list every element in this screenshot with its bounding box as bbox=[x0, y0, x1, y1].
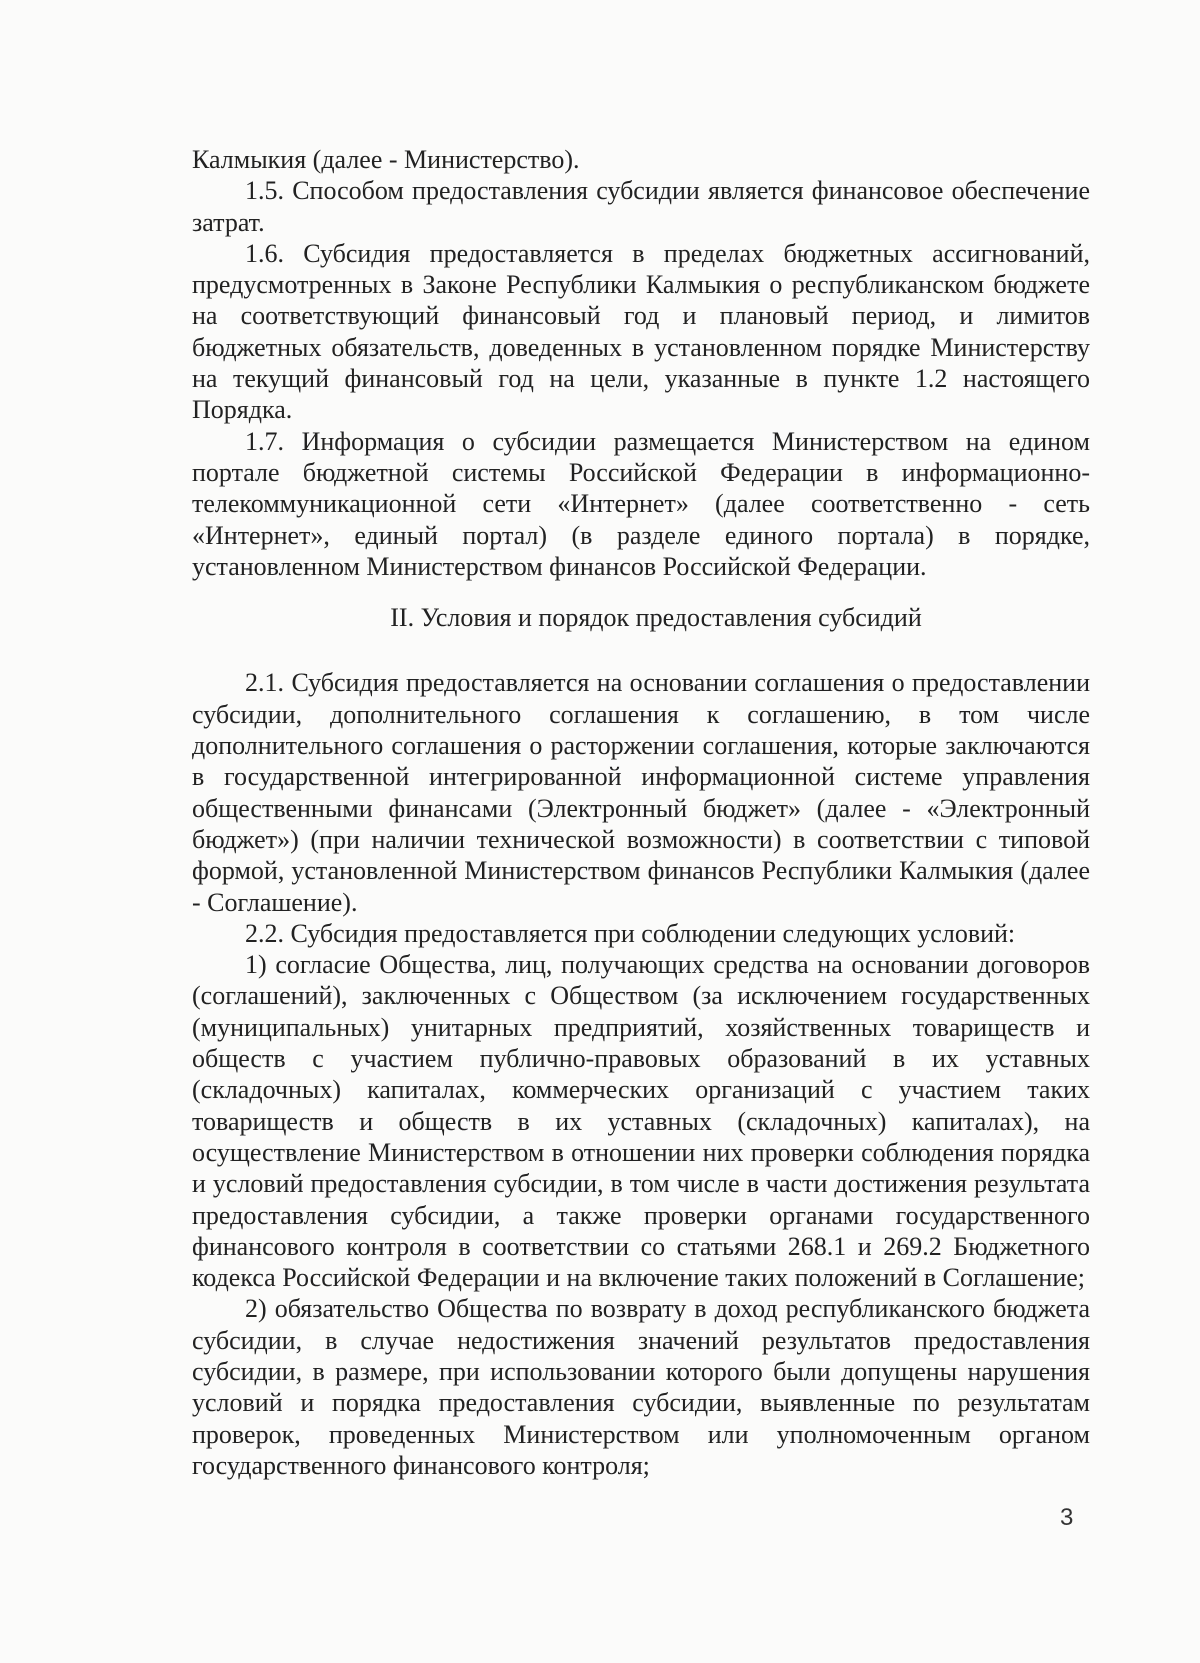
paragraph-1-7: 1.7. Информация о субсидии размещается Министерством на едином портале бюджетной системы Российской Федерации в информационно-телекоммуникационной сети «Интернет» (далее соответственно - сеть «Интернет», единый портал) (в разделе единого портала) в порядке, установленном Министерством финансов Российской Федерации. bbox=[192, 426, 1090, 581]
list-item-2: 2) обязательство Общества по возврату в доход республиканского бюджета субсидии, в случае недостижения значений результатов предоставления субсидии, в размере, при использовании которого были допущены нарушения условий и порядка предоставления субсидии, выявленные по результатам проверок, проведенных Министерством или уполномоченным органом государственного финансового контроля; bbox=[192, 1294, 1090, 1480]
section-heading: II. Условия и порядок предоставления субсидий bbox=[390, 603, 922, 633]
paragraph-2-2: 2.2. Субсидия предоставляется при соблюдении следующих условий: bbox=[245, 918, 1016, 948]
page-number: 3 bbox=[1060, 1504, 1074, 1531]
list-item-1: 1) согласие Общества, лиц, получающих средства на основании договоров (соглашений), заключенных с Обществом (за исключением государственных (муниципальных) унитарных предприятий, хозяйственных товариществ и обществ с участием публично-правовых образований в их уставных (складочных) капиталах, коммерческих организаций с участием таких товариществ и обществ в их уставных (складочных) капиталах), на осуществление Министерством в отношении них проверки соблюдения порядка и условий предоставления субсидии, в том числе в части достижения результата предоставления субсидии, а также проверки органами государственного финансового контроля в соответствии со статьями 268.1 и 269.2 Бюджетного кодекса Российской Федерации и на включение таких положений в Соглашение; bbox=[192, 950, 1090, 1293]
paragraph-continuation: Калмыкия (далее - Министерство). bbox=[192, 145, 580, 174]
paragraph-1-6: 1.6. Субсидия предоставляется в пределах бюджетных ассигнований, предусмотренных в Законе Республики Калмыкия о республиканском бюджете на соответствующий финансовый год и плановый период, и лимитов бюджетных обязательств, доведенных в установленном порядке Министерству на текущий финансовый год на цели, указанные в пункте 1.2 настоящего Порядка. bbox=[192, 238, 1090, 425]
paragraph-1-5: 1.5. Способом предоставления субсидии является финансовое обеспечение затрат. bbox=[192, 176, 1090, 237]
paragraph-2-1: 2.1. Субсидия предоставляется на основании соглашения о предоставлении субсидии, дополнительного соглашения к соглашению, в том числе дополнительного соглашения о расторжении соглашения, которые заключаются в государственной интегрированной информационной системе управления общественными финансами (Электронный бюджет» (далее - «Электронный бюджет») (при наличии технической возможности) в соответствии с типовой формой, установленной Министерством финансов Республики Калмыкия (далее - Соглашение). bbox=[192, 668, 1090, 917]
document-body bbox=[192, 144, 1090, 1481]
